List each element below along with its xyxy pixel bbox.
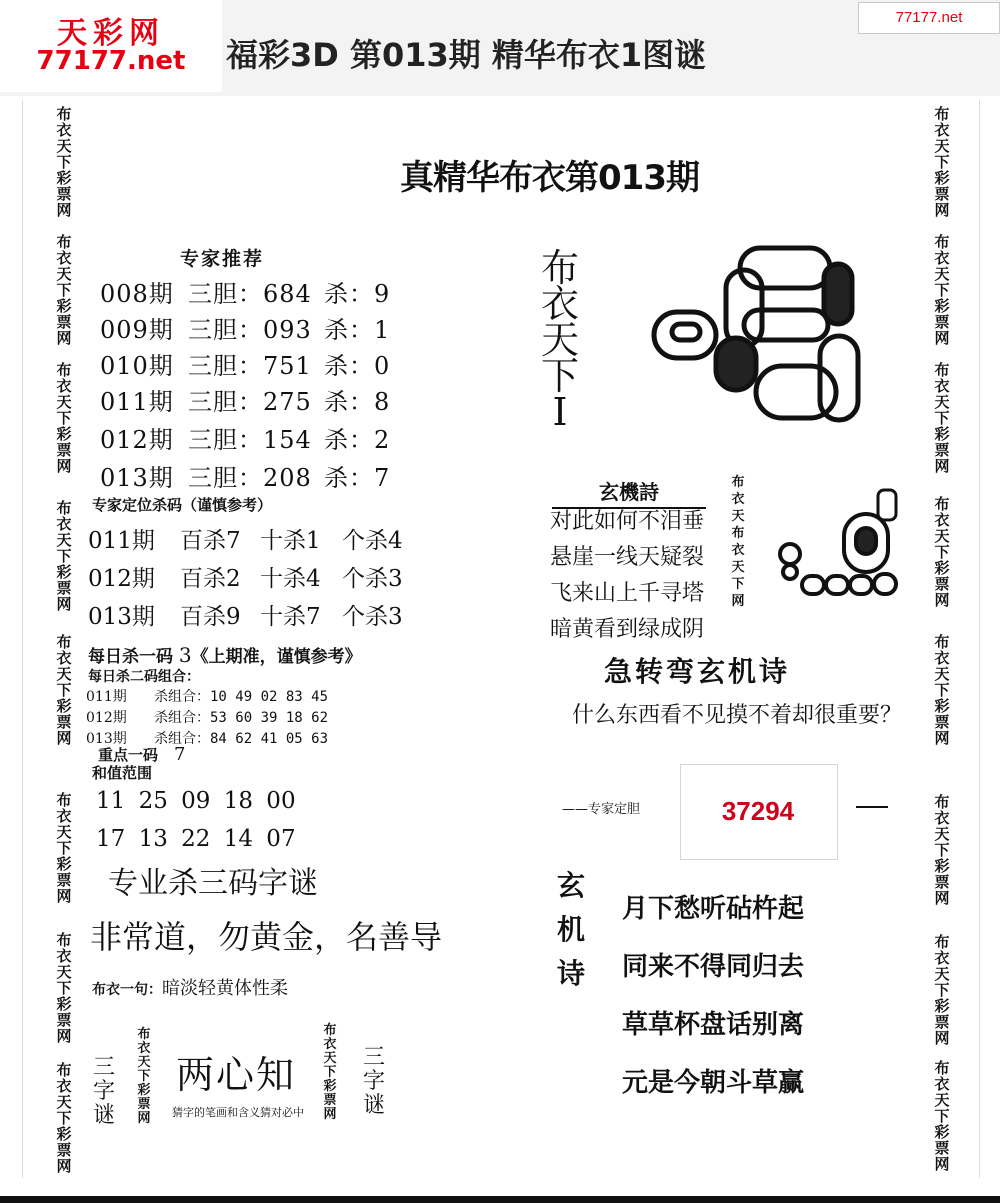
period: 011期 — [86, 689, 127, 705]
liangxin-note: 猜字的笔画和含义猜对必中 — [172, 1106, 304, 1119]
watermark-left: 布衣天下彩票网 — [56, 361, 72, 475]
unit-kill: 个杀4 — [342, 528, 403, 554]
sum-range-row: 11 25 09 18 00 — [96, 788, 296, 814]
recommend-row — [100, 382, 390, 417]
three-dan: 三胆：275 — [188, 388, 312, 416]
divider — [856, 806, 888, 808]
buyi-label: 布衣一句： — [92, 982, 162, 998]
period: 011期 — [100, 388, 174, 416]
logo-name: 天彩网 — [57, 16, 165, 51]
ten-kill: 十杀4 — [260, 566, 321, 592]
watermark-left: 布衣天下彩票网 — [56, 105, 72, 219]
riddle-text: 非常道，勿黄金，名善导 — [90, 918, 443, 956]
combo-text: 杀组合：84 62 41 05 63 — [154, 731, 329, 747]
daily-kill-label: 每日杀一码 — [88, 647, 173, 667]
position-kill-row — [88, 598, 403, 631]
ten-kill: 十杀1 — [260, 528, 321, 554]
watermark-right: 布衣天下彩票网 — [934, 105, 950, 219]
kill-code: 杀：0 — [324, 352, 391, 380]
recommend-row — [100, 458, 390, 493]
xuanji-poem-label: 玄机诗 — [556, 869, 585, 990]
hundred-kill: 百杀2 — [180, 566, 241, 592]
kill-code: 杀：9 — [324, 280, 391, 308]
three-dan: 三胆：093 — [188, 316, 312, 344]
kill-code: 杀：2 — [324, 426, 391, 454]
watermark-left: 布衣天下彩票网 — [56, 931, 72, 1045]
riddle-illustration — [648, 240, 878, 440]
recommend-row — [100, 420, 390, 455]
turn-poem-question: 什么东西看不见摸不着却很重要？ — [572, 703, 903, 728]
watermark-left: 布衣天下彩票网 — [56, 633, 72, 747]
three-dan: 三胆：208 — [188, 464, 312, 492]
watermark-left: 布衣天下彩票网 — [56, 499, 72, 613]
watermark-inner: 布衣天下彩票网 — [323, 1023, 337, 1122]
period: 013期 — [86, 731, 127, 747]
watermark-left: 布衣天下彩票网 — [56, 1061, 72, 1175]
key-code-label: 重点一码 — [98, 746, 159, 764]
xuanji-poem-line: 元是今朝斗草赢 — [622, 1068, 805, 1098]
poem-illustration — [774, 484, 908, 604]
period: 013期 — [88, 604, 155, 630]
watermark-right: 布衣天下彩票网 — [934, 793, 950, 907]
period: 012期 — [88, 566, 155, 592]
recommend-row — [100, 310, 390, 345]
logo-url: 77177.net — [36, 46, 186, 76]
expert-dan-value: 37294 — [721, 796, 795, 826]
watermark-left: 布衣天下彩票网 — [56, 791, 72, 905]
watermark-left: 布衣天下彩票网 — [56, 233, 72, 347]
san-zi-mi-left: 三字谜 — [92, 1055, 115, 1128]
site-link-badge[interactable]: 77177.net — [858, 2, 1000, 34]
two-code-heading: 每日杀二码组合： — [88, 669, 200, 685]
unit-kill: 个杀3 — [342, 604, 403, 630]
ten-kill: 十杀7 — [260, 604, 321, 630]
mystic-poem-line: 飞来山上千寻塔 — [550, 581, 705, 606]
hundred-kill: 百杀9 — [180, 604, 241, 630]
buyi-sentence — [92, 974, 288, 1000]
hundred-kill: 百杀7 — [180, 528, 241, 554]
xuanji-poem-line: 草草杯盘话别离 — [622, 1010, 805, 1040]
watermark-right: 布衣天下彩票网 — [934, 1059, 950, 1173]
daily-kill-note: 《上期准，谨慎参考》 — [191, 647, 362, 667]
page-title: 福彩3D 第013期 精华布衣1图谜 — [226, 36, 707, 74]
kill-code: 杀：8 — [324, 388, 391, 416]
xuanji-poem-line: 同来不得同归去 — [622, 952, 805, 982]
kill-code: 杀：1 — [324, 316, 391, 344]
combo-row — [86, 707, 328, 727]
mystic-poem-title: 玄機詩 — [552, 476, 706, 509]
bottom-border — [0, 1196, 1000, 1203]
watermark-right: 布衣天下彩票网 — [934, 495, 950, 609]
key-code-value: 7 — [174, 744, 186, 765]
period: 010期 — [100, 352, 174, 380]
buyi-text: 暗淡轻黄体性柔 — [162, 978, 288, 999]
period: 013期 — [100, 464, 174, 492]
daily-kill-line — [88, 642, 362, 667]
period: 012期 — [86, 710, 127, 726]
watermark-right: 布衣天下彩票网 — [934, 633, 950, 747]
kill-code: 杀：7 — [324, 464, 391, 492]
unit-kill: 个杀3 — [342, 566, 403, 592]
watermark-right: 布衣天下彩票网 — [934, 233, 950, 347]
combo-text: 杀组合：53 60 39 18 62 — [154, 710, 329, 726]
period: 012期 — [100, 426, 174, 454]
expert-recommend-heading: 专家推荐 — [180, 248, 265, 270]
riddle-heading: 专业杀三码字谜 — [108, 866, 318, 901]
mystic-poem-line: 悬崖一线天疑裂 — [550, 545, 705, 570]
position-kill-row — [88, 522, 403, 555]
expert-dan-label: ——专家定胆 — [562, 802, 641, 817]
period: 011期 — [88, 528, 155, 554]
mystic-poem-line: 暗黄看到绿成阴 — [550, 617, 705, 642]
san-zi-mi-right: 三字谜 — [362, 1045, 385, 1118]
position-kill-row — [88, 560, 403, 593]
position-kill-heading: 专家定位杀码（谨慎参考） — [92, 496, 273, 514]
combo-text: 杀组合：10 49 02 83 45 — [154, 689, 329, 705]
recommend-row — [100, 346, 390, 381]
watermark-inner: 布衣天下彩票网 — [137, 1027, 151, 1126]
mystic-poem-side-text: 布衣天布衣天下网 — [731, 475, 745, 609]
three-dan: 三胆：684 — [188, 280, 312, 308]
card-title: 真精华布衣第013期 — [400, 158, 699, 198]
sum-range-row: 17 13 22 14 07 — [96, 826, 296, 852]
watermark-right: 布衣天下彩票网 — [934, 361, 950, 475]
three-dan: 三胆：751 — [188, 352, 312, 380]
turn-poem-title: 急转弯玄机诗 — [604, 655, 791, 688]
liangxin-riddle: 两心知 — [176, 1053, 297, 1097]
recommend-row — [100, 274, 390, 309]
three-dan: 三胆：154 — [188, 426, 312, 454]
watermark-right: 布衣天下彩票网 — [934, 933, 950, 1047]
period: 008期 — [100, 280, 174, 308]
mystic-poem-line: 对此如何不泪垂 — [550, 509, 705, 534]
period: 009期 — [100, 316, 174, 344]
sum-range-label: 和值范围 — [92, 764, 153, 782]
buyi-tianxia-vertical: 布衣天下I — [540, 246, 579, 434]
daily-kill-value: 3 — [178, 643, 192, 667]
xuanji-poem-line: 月下愁听砧杵起 — [622, 894, 805, 924]
combo-row — [86, 686, 328, 706]
